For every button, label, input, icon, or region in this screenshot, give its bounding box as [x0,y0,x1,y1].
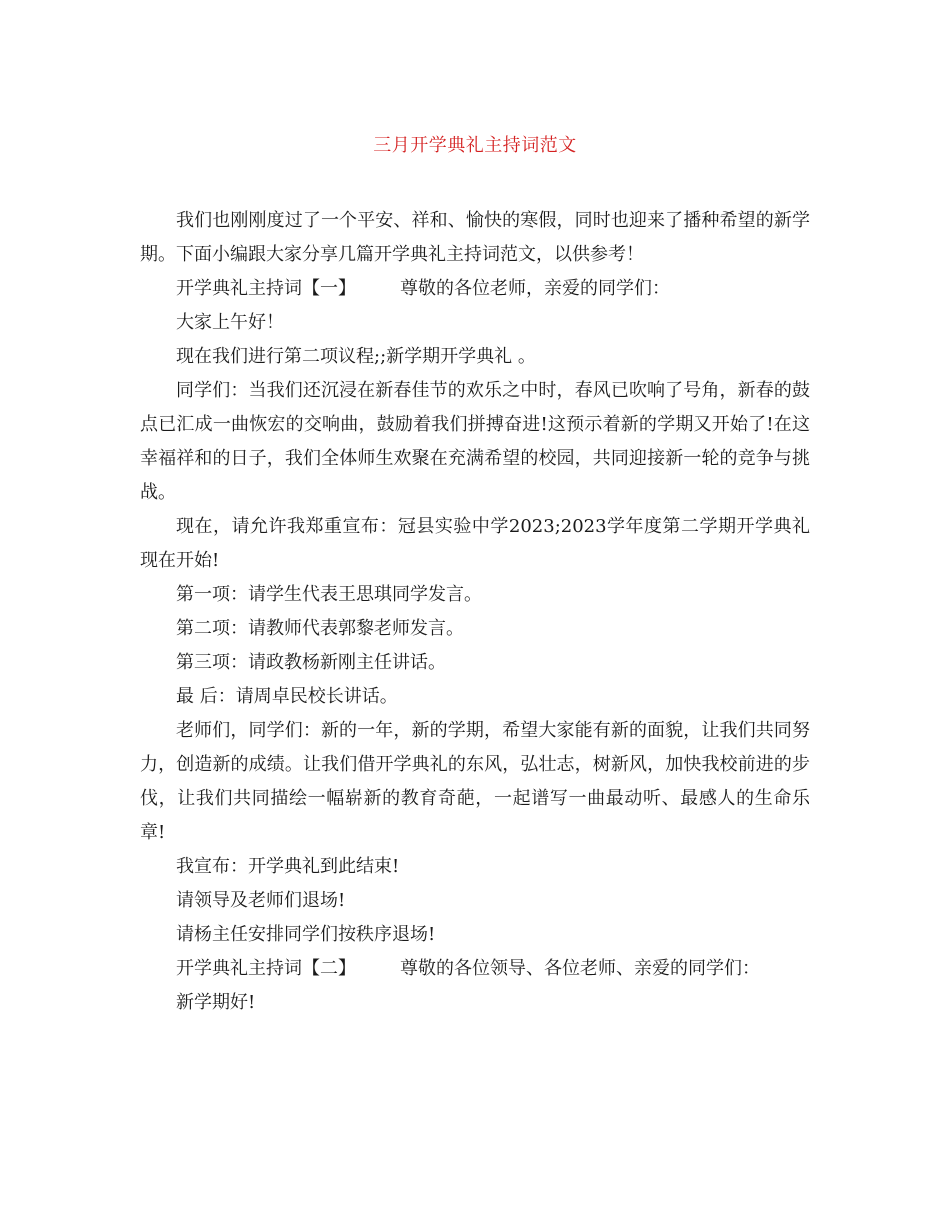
intro-paragraph: 我们也刚刚度过了一个平安、祥和、愉快的寒假，同时也迎来了播种希望的新学期。下面小编跟大家分享几篇开学典礼主持词范文，以供参考！ [140,210,810,265]
paragraph-announcement: 现在，请允许我郑重宣布：冠县实验中学2023;2023学年度第二学期开学典礼现在开始! [140,516,810,571]
paragraph-leaders-exit: 请领导及老师们退场! [176,890,346,911]
paragraph-item-2: 第二项：请教师代表郭黎老师发言。 [176,618,464,639]
paragraph-item-1: 第一项：请学生代表王思琪同学发言。 [176,584,482,605]
section-2-heading: 开学典礼主持词【二】 [176,958,356,979]
paragraph-item-3: 第三项：请政教杨新刚主任讲话。 [176,652,446,673]
paragraph-item-last: 最 后：请周卓民校长讲话。 [176,686,398,707]
paragraph-students-exit: 请杨主任安排同学们按秩序退场! [176,924,436,945]
paragraph-closing: 老师们，同学们：新的一年，新的学期，希望大家能有新的面貌，让我们共同努力，创造新的成绩。让我们借开学典礼的东风，弘壮志，树新风，加快我校前进的步伐，让我们共同描绘一幅崭新的教育奇葩，一起谱写一曲最动听、最感人的生命乐章! [140,720,810,843]
section-2-line [140,952,810,986]
document-body [140,204,810,1020]
section-1-line [140,272,810,306]
section-2-greeting: 尊敬的各位领导、各位老师、亲爱的同学们： [400,958,760,979]
paragraph-end: 我宣布：开学典礼到此结束! [176,856,400,877]
paragraph-students: 同学们：当我们还沉浸在新春佳节的欢乐之中时，春风已吹响了号角，新春的鼓点已汇成一曲恢宏的交响曲，鼓励着我们拼搏奋进!这预示着新的学期又开始了!在这幸福祥和的日子，我们全体师生欢聚在充满希望的校园，共同迎接新一轮的竞争与挑战。 [140,380,810,503]
document-title: 三月开学典礼主持词范文 [373,135,577,156]
section-1-greeting: 尊敬的各位老师，亲爱的同学们： [400,278,670,299]
section-1-heading: 开学典礼主持词【一】 [176,278,356,299]
paragraph-greeting: 大家上午好！ [176,312,284,333]
paragraph-agenda: 现在我们进行第二项议程;;新学期开学典礼 。 [176,346,536,367]
paragraph-new-term: 新学期好! [176,992,256,1013]
